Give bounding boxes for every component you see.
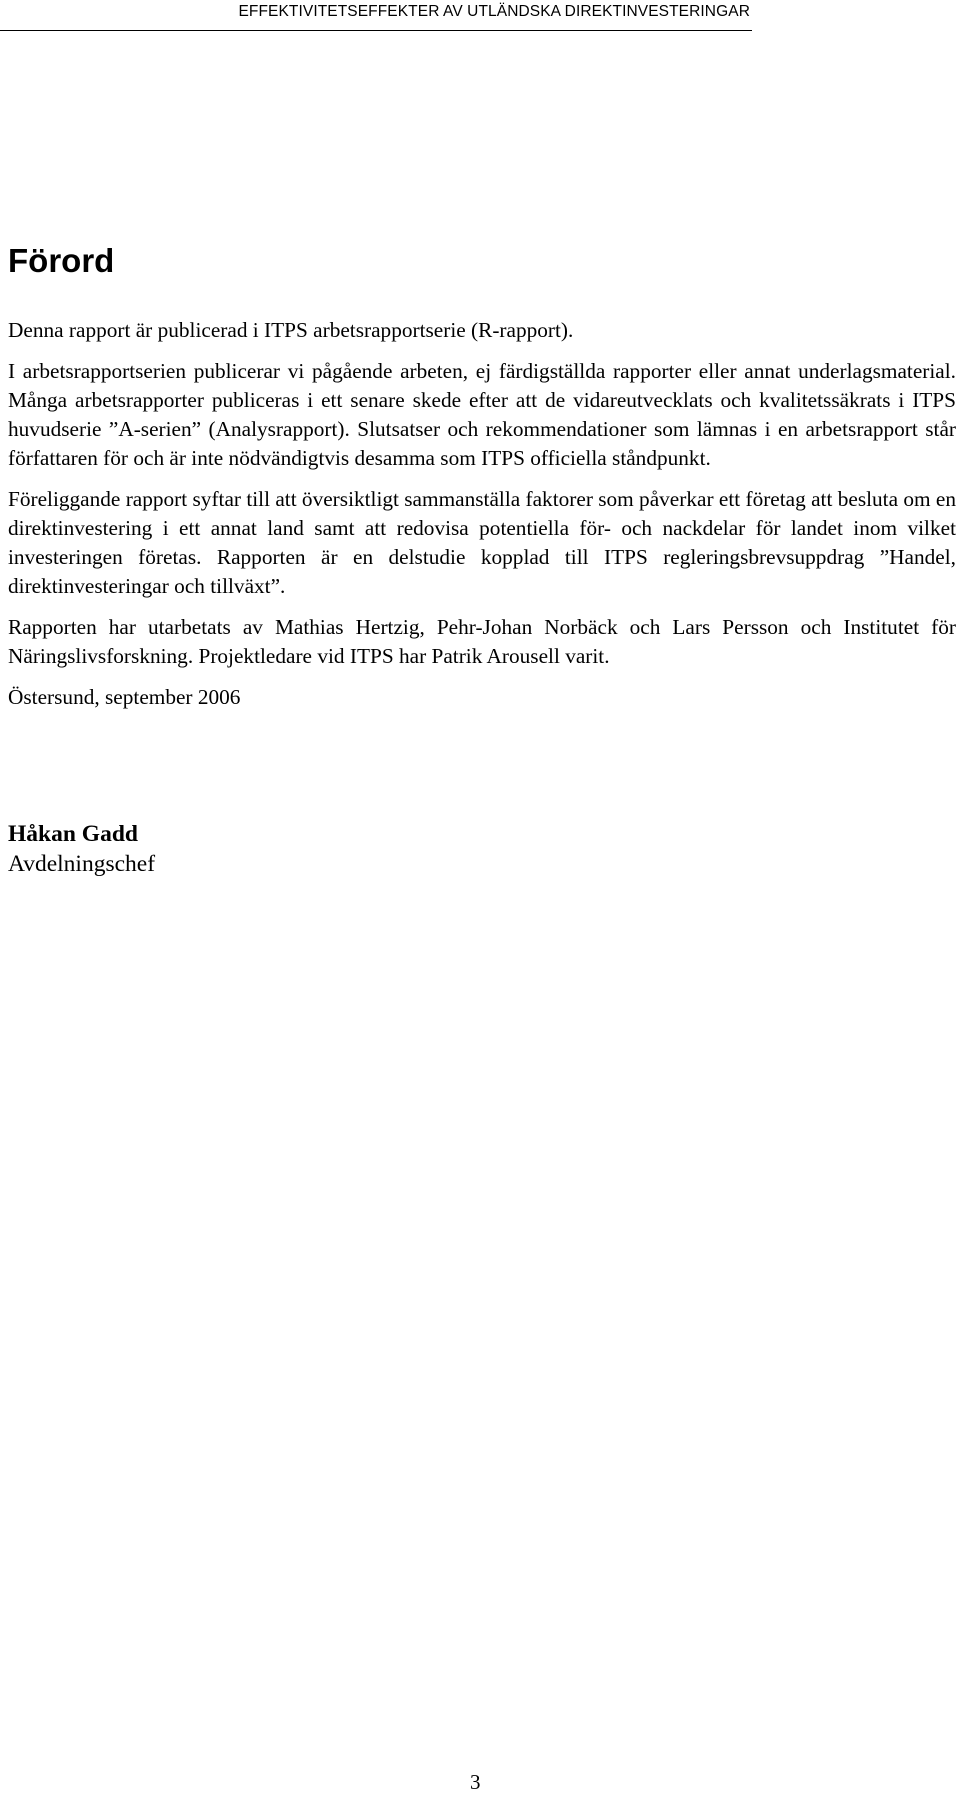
signature-block xyxy=(8,819,155,879)
paragraph-series-description: I arbetsrapportserien publicerar vi pågående arbeten, ej färdigställda rapporter eller annat underlagsmaterial. Många arbetsrapporter publiceras i ett senare skede efter att de vidareutvecklats och kvalitetssäkrats i ITPS huvudserie ”A-serien” (Analysrapport). Slutsatser och rekommendationer som lämnas i en arbetsrapport står författaren för och är inte nödvändigtvis desamma som ITPS officiella ståndpunkt. xyxy=(8,359,956,470)
running-header: EFFEKTIVITETSEFFEKTER AV UTLÄNDSKA DIREKTINVESTERINGAR xyxy=(238,3,750,20)
header-divider xyxy=(0,30,752,31)
signatory-role: Avdelningschef xyxy=(8,851,156,877)
paragraph-report-purpose: Föreliggande rapport syftar till att översiktligt sammanställa faktorer som påverkar ett företag att besluta om en direktinvestering i ett annat land samt att redovisa potentiella för- och nackdelar för landet inom vilket investeringen företas. Rapporten är en delstudie kopplad till ITPS regleringsbrevsuppdrag ”Handel, direktinvesteringar och tillväxt”. xyxy=(8,487,957,598)
page-number: 3 xyxy=(470,1770,481,1794)
preface-body xyxy=(8,316,956,724)
place-and-date: Östersund, september 2006 xyxy=(8,685,241,709)
signatory-name: Håkan Gadd xyxy=(8,821,138,847)
page-title: Förord xyxy=(8,242,115,279)
paragraph-publication-note: Denna rapport är publicerad i ITPS arbetsrapportserie (R-rapport). xyxy=(8,318,574,342)
paragraph-authors: Rapporten har utarbetats av Mathias Hertzig, Pehr-Johan Norbäck och Lars Persson och Institutet för Näringslivsforskning. Projektledare vid ITPS har Patrik Arousell varit. xyxy=(8,615,956,668)
